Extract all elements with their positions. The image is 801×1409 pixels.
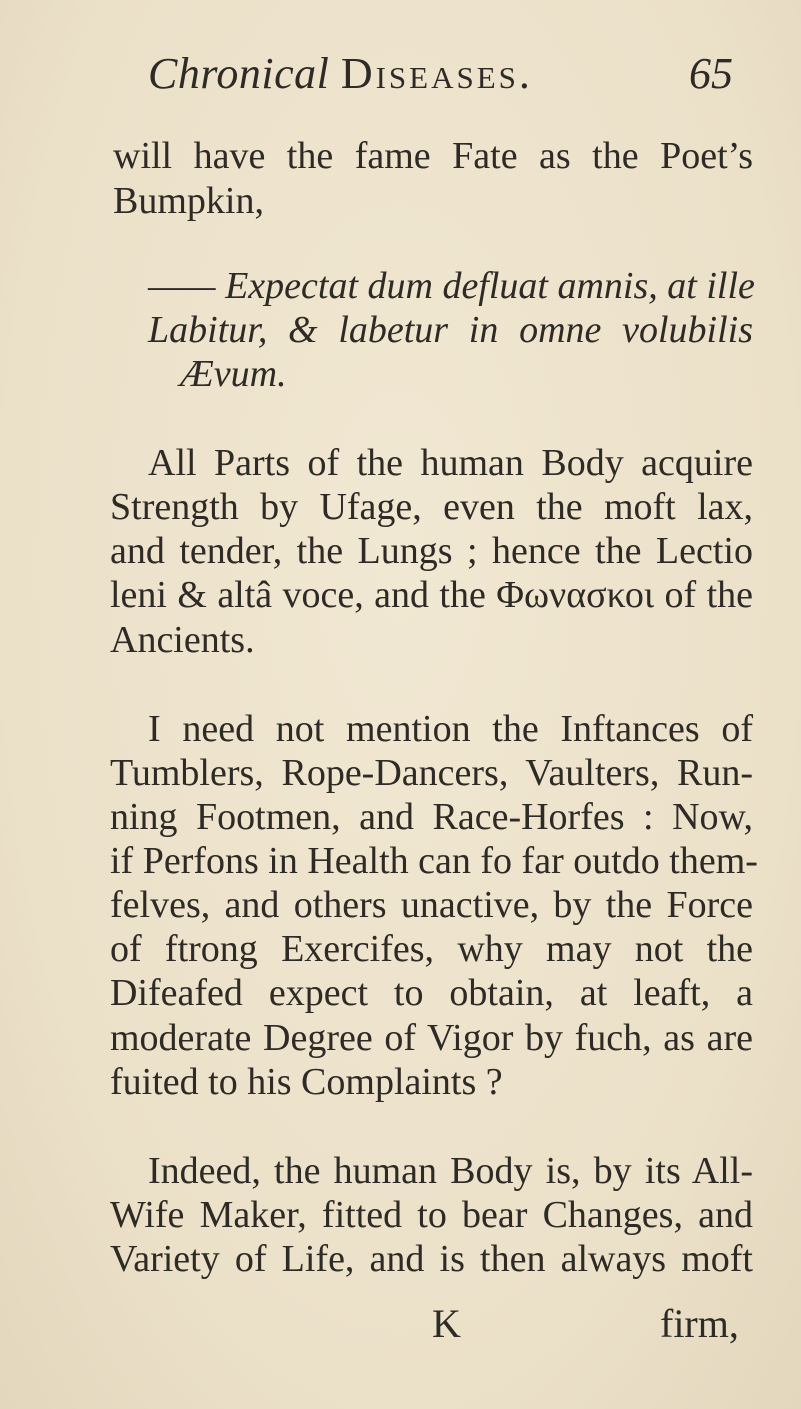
- text-line: All Parts of the human Body acquire: [148, 442, 753, 485]
- page-number: 65: [689, 49, 733, 98]
- text-line: moderate Degree of Vigor by fuch, as are: [110, 1016, 753, 1059]
- text-line: Bumpkin,: [113, 180, 264, 222]
- text-line: will have the fame Fate as the Poet’s: [113, 135, 753, 177]
- running-title-caps: Diseases.: [340, 49, 533, 98]
- text-line: and tender, the Lungs ; hence the Lectio: [110, 530, 753, 573]
- catchword: firm,: [660, 1301, 739, 1346]
- text-line: fuited to his Complaints ?: [110, 1060, 503, 1103]
- running-title: [148, 48, 533, 99]
- text-line: felves, and others unactive, by the Force: [110, 884, 753, 927]
- text-line: Indeed, the human Body is, by its All-: [148, 1149, 753, 1192]
- text-line: Ancients.: [110, 618, 255, 661]
- text-line: of ftrong Exercifes, why may not the: [110, 928, 753, 971]
- text-line: I need not mention the Inftances of: [148, 707, 753, 750]
- text-line: leni & altâ voce, and the Φωνασκοι of the: [110, 574, 753, 617]
- text-line: Variety of Life, and is then always moft: [110, 1238, 753, 1280]
- quote-line: Labitur, & labetur in omne volubilis: [148, 308, 753, 351]
- signature-mark: K: [432, 1301, 461, 1346]
- text-line: Wife Maker, fitted to bear Changes, and: [110, 1193, 753, 1236]
- running-head: [148, 48, 741, 108]
- text-line: Tumblers, Rope-Dancers, Vaulters, Run-: [110, 751, 753, 794]
- text-line: Difeafed expect to obtain, at leaft, a: [110, 972, 753, 1015]
- text-line: if Perfons in Health can fo far outdo them-: [110, 840, 758, 882]
- text-line: ning Footmen, and Race-Horfes : Now,: [110, 795, 753, 838]
- running-title-italic: Chronical: [148, 49, 330, 98]
- text-line: Strength by Ufage, even the moft lax,: [110, 486, 753, 529]
- quote-line: Ævum.: [180, 353, 287, 395]
- quote-line: —— Expectat dum defluat amnis, at ille: [148, 264, 755, 307]
